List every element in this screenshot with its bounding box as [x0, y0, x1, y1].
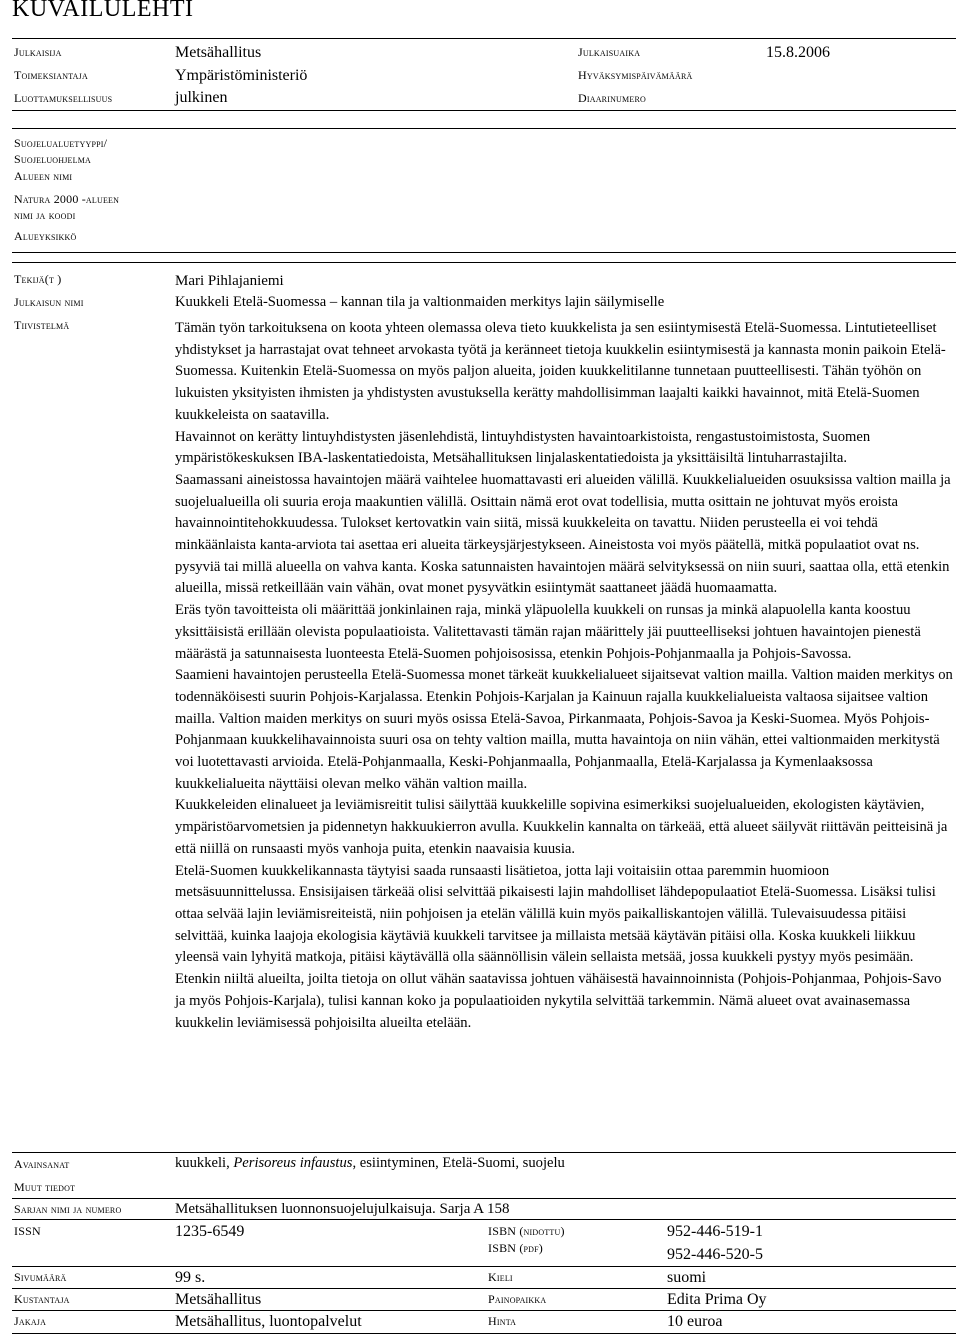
divider [12, 128, 956, 129]
divider [12, 110, 956, 111]
keywords-label: Avainsanat [14, 1157, 70, 1171]
field-value: 15.8.2006 [766, 44, 830, 61]
field-value: Metsähallitus [175, 44, 262, 61]
divider [12, 1152, 956, 1153]
divider [12, 1288, 956, 1289]
isbn-print-label: ISBN (nidottu) [488, 1224, 565, 1238]
author-label: Tekijä(t ) [14, 272, 62, 286]
isbn-print-value: 952-446-519-1 [667, 1223, 763, 1240]
isbn-pdf-value: 952-446-520-5 [667, 1246, 763, 1263]
summary-paragraph: Kuukkeleiden elinalueet ja leviämisreitit tulisi säilyttää kuukkelille sopivina esimerkiksi suojelualueiden, ekologisten käytävien, ympäristöarvometsien ja pidennetyn hakkuukierron avulla. Kuukkelin kannalta on tärkeää, että alueet säilyvät riittävän peitteisinä ja että niillä on runsaasti myös vanhoja puita, etenkin naavaisia kuusia. [175, 797, 948, 857]
area-type-label: Suojelualuetyyppi/ [14, 136, 108, 150]
publication-name-value: Kuukkeli Etelä-Suomessa – kannan tila ja valtionmaiden merkitys lajin säilymiselle [175, 294, 665, 310]
summary-paragraph: Etelä-Suomen kuukkelikannasta täytyisi saada runsaasti lisätietoa, jotta laji voitaisiin ottaa paremmin huomioon metsäsuunnittelussa. Ensisijaisen tärkeää olisi selvittää pikaisesti lajin mahdolliset lähdepopulaatiot Etelä-Suomessa. Lisäksi tulisi ottaa selvää lajin leviämisreiteistä, niin pohjoisen ja etelän välillä kuin myös paikalliskantojen välillä. Tulevaisuudessa pitäisi selvittää, kuinka laajoja ekologisia käytäviä kuukkeli tarvitsee ja millaista metsää käytävän pitäisi olla. Koska kuukkeli liikkuu yleensä vain lyhyitä matkoja, pitäisi käytävällä olla säännöllisin välein sellaista metsää, jossa kuukkeli pystyy myös pesimään. Etenkin niiltä alueilta, joilta tietoja on ollut vähän saatavissa johtuen vähäisestä havainnoinnista (Pohjois-Pohjanmaa, Pohjois-Savo ja myös Pohjois-Karjala), tulisi kannan koko ja populaatioiden nykytila selvittää tarkemmin. Nämä alueet ovat avainasemassa kuukkelin leviämisessä pohjoisilta alueilta etelään. [175, 862, 942, 1031]
publication-name-label: Julkaisun nimi [14, 295, 84, 309]
author-value: Mari Pihlajaniemi [175, 273, 284, 289]
field-label: Toimeksiantaja [14, 68, 88, 82]
divider [12, 1219, 956, 1220]
field-label: Julkaisija [14, 45, 62, 59]
area-name-label: Alueen nimi [14, 169, 73, 183]
printer-label: Painopaikka [488, 1292, 547, 1306]
page-title: KUVAILULEHTI [12, 0, 194, 22]
summary-label: Tiivistelmä [14, 318, 70, 332]
publisher-label: Kustantaja [14, 1292, 70, 1306]
keywords-text: , esiintyminen, Etelä-Suomi, suojelu [352, 1155, 565, 1171]
divider [12, 38, 956, 39]
field-label: Luottamuksellisuus [14, 91, 113, 105]
summary-text [175, 318, 953, 1034]
field-label: Diaarinumero [578, 91, 646, 105]
isbn-pdf-label: ISBN (pdf) [488, 1241, 544, 1255]
series-label: Sarjan nimi ja numero [14, 1202, 122, 1216]
divider [12, 1310, 956, 1311]
issn-label: ISSN [14, 1224, 41, 1238]
field-label: Hyväksymispäivämäärä [578, 68, 693, 82]
summary-paragraph: Tämän työn tarkoituksena on koota yhteen olemassa oleva tieto kuukkelista ja sen esiintymisestä Etelä-Suomessa. Lintutieteelliset yhdistykset ja harrastajat ovat tehneet arvokasta työtä ja keränneet tietoja kuukkelin esiintymisestä ja kannasta monin paikoin Etelä-Suomessa. Kuitenkin Etelä-Suomessa on myös paljon alueita, joiden kuukkelitilanne tunnetaan puutteellisesti. Tähän työhön on lukuisten yksityisten ihmisten ja yhdistysten avustuksella kerätty mahdollisimman laajalti kaikki havainnot, mitä Etelä-Suomen kuukkeleista on saatavilla. [175, 320, 946, 423]
area-unit-label: Alueyksikkö [14, 229, 77, 243]
keywords-text: kuukkeli, [175, 1155, 234, 1171]
language-label: Kieli [488, 1270, 513, 1284]
price-label: Hinta [488, 1314, 517, 1328]
divider [12, 1198, 956, 1199]
field-value: julkinen [175, 89, 228, 106]
issn-value: 1235-6549 [175, 1223, 245, 1240]
divider [12, 1266, 956, 1267]
summary-paragraph: Saamassani aineistossa havaintojen määrä vaihtelee huomattavasti eri alueiden välillä. Kuukkelialueiden osuuksissa valtion mailla ja suojelualueilla oli suuria eroja maakuntien välillä. Osittain nämä erot ovat todellisia, mutta osittain ne johtuvat myös eroista havainnointitehokkuudessa. Tulokset kertovatkin vain siitä, missä kuukkeleita on tavattu. Niiden perusteella ei voi tehdä minkäänlaista kanta-arviota tai asettaa eri alueita tärkeysjärjestykseen. Aineistosta voi myös päätellä, mitkä populaatiot ovat ns. pysyviä tai millä alueella on vahva kanta. Koska satunnaisten havaintojen määrä selvityksessä on niin suuri, saattaa olla, että etenkin alueilla, missä retkeillään vain vähän, ovat monet pysyvätkin esiintymät saattaneet jäädä huomaamatta. [175, 471, 951, 597]
area-program-label: Suojeluohjelma [14, 152, 92, 166]
divider [12, 262, 956, 263]
price-value: 10 euroa [667, 1313, 723, 1330]
natura-label: Natura 2000 -alueen [14, 192, 120, 206]
divider [12, 252, 956, 253]
species-name: Perisoreus infaustus [233, 1155, 353, 1171]
distributor-value: Metsähallitus, luontopalvelut [175, 1313, 362, 1330]
pages-label: Sivumäärä [14, 1270, 67, 1284]
distributor-label: Jakaja [14, 1314, 47, 1328]
language-value: suomi [667, 1269, 707, 1286]
publisher-value: Metsähallitus [175, 1291, 262, 1308]
series-value: Metsähallituksen luonnonsuojelujulkaisuja. Sarja A 158 [175, 1201, 510, 1217]
pages-value: 99 s. [175, 1269, 206, 1286]
printer-value: Edita Prima Oy [667, 1291, 767, 1308]
summary-paragraph: Eräs työn tavoitteista oli määrittää jonkinlainen raja, minkä yläpuolella kuukkeli on runsas ja minkä alapuolella kanta koostuu yksittäisistä erillään olevista populaatioista. Valitettavasti tämän rajan määrittely jäi puutteelliseksi johtuen havaintojen pienestä määrästä ja satunnaisesta luonteesta Etelä-Suomen pohjoisosissa, etenkin Pohjois-Pohjanmaalla ja Pohjois-Savossa. [175, 602, 921, 662]
field-value: Ympäristöministeriö [175, 67, 308, 84]
keywords-value [175, 1155, 565, 1172]
divider [12, 1333, 956, 1334]
summary-paragraph: Havainnot on kerätty lintuyhdistysten jäsenlehdistä, lintuyhdistysten havaintoarkistoista, rengastustoimistosta, Suomen ympäristökeskuksen IBA-laskentatiedoista, Metsähallituksen linjalaskentatiedoista ja yksittäisiltä lintuharrastajilta. [175, 428, 871, 467]
natura-code-label: nimi ja koodi [14, 208, 76, 222]
summary-paragraph: Saamieni havaintojen perusteella Etelä-Suomessa monet tärkeät kuukkelialueet sijaitsevat valtion mailla. Valtion maiden merkitys on todennäköisesti suurin Pohjois-Karjalassa. Etenkin Pohjois-Karjalan ja Kainuun rajalla kuukkelialueista valtaosa sijaitsee valtion mailla. Valtion maiden merkitys on suuri myös osissa Etelä-Savoa, Pirkanmaata, Pohjois-Savoa ja Keski-Suomea. Myös Pohjois-Pohjanmaan kuukkelihavainnoista suuri osa on tehty valtion mailla, mutta havaintoja on niin vähän, ettei valtionmaiden merkitystä voi luotettavasti arvioida. Etelä-Pohjanmaalla, Keski-Pohjanmaalla, Pohjanmaalla, Etelä-Karjalassa ja Kymenlaaksossa kuukkelialueita näyttäisi olevan melko vähän valtion mailla. [175, 667, 953, 792]
other-info-label: Muut tiedot [14, 1180, 76, 1194]
field-label: Julkaisuaika [578, 45, 641, 59]
